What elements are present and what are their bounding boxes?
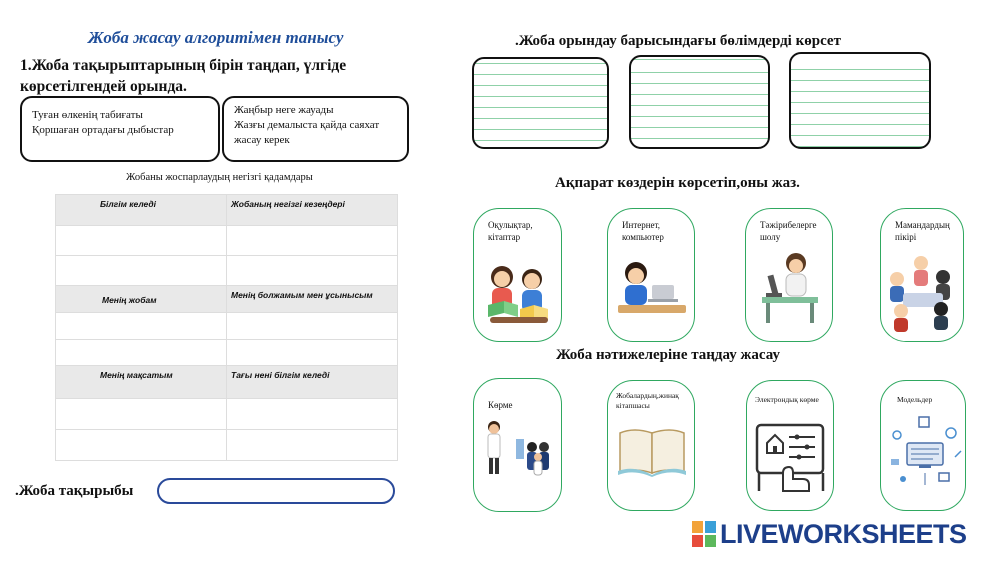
card-label: Оқулықтар, кітаптар (488, 220, 533, 242)
answer-cell[interactable] (56, 256, 227, 286)
topic-item: Туған өлкенің табиғаты (32, 109, 143, 121)
model-dashboard-icon (885, 411, 965, 491)
table-title: Жобаны жоспарлаудың негізгі қадамдары (126, 172, 313, 183)
result-card-models[interactable] (880, 380, 966, 511)
card-label: Көрме (488, 400, 513, 410)
sections-lined-box-2[interactable] (629, 55, 770, 149)
table-header-cell: Менің болжамым мен ұсынысым (227, 286, 398, 313)
sources-title: Ақпарат көздерін көрсетіп,оны жаз. (555, 175, 800, 191)
answer-cell[interactable] (56, 313, 227, 340)
answer-cell[interactable] (227, 430, 398, 461)
answer-cell[interactable] (56, 340, 227, 366)
result-card-booklet[interactable] (607, 380, 695, 511)
planning-table (55, 194, 398, 461)
open-book-icon (616, 425, 688, 477)
answer-cell[interactable] (56, 399, 227, 430)
source-card-books[interactable] (473, 208, 562, 342)
results-title: Жоба нәтижелеріне таңдау жасау (556, 347, 780, 363)
result-card-exhibition[interactable] (473, 378, 562, 512)
answer-cell[interactable] (56, 226, 227, 256)
task-instruction: 1.Жоба тақырыптарының бірін таңдап, үлгіде көрсетілгендей орында. (20, 57, 347, 95)
topics-box-1 (20, 96, 220, 162)
topic-item: Жазғы демалыста қайда саяхат жасау керек (234, 119, 380, 146)
sections-lined-box-3[interactable] (789, 52, 931, 149)
card-label: Электрондық көрме (755, 395, 819, 404)
touch-screen-icon (753, 421, 829, 495)
topics-box-2 (222, 96, 409, 162)
brand-name: LIVEWORKSHEETS (720, 519, 967, 549)
liveworksheets-logo-icon (692, 521, 716, 547)
source-card-experiments[interactable] (745, 208, 833, 342)
kids-reading-icon (482, 257, 556, 327)
topic-item: Қоршаған ортадағы дыбыстар (32, 124, 174, 136)
experts-meeting-icon (883, 249, 963, 333)
card-label: Мамандардың пікірі (895, 220, 950, 242)
source-card-internet[interactable] (607, 208, 695, 342)
table-header-cell: Менің жобам (56, 286, 227, 313)
topic-item: Жаңбыр неге жауады (234, 104, 334, 116)
answer-cell[interactable] (227, 256, 398, 286)
source-card-experts[interactable] (880, 208, 964, 342)
table-header-cell: Менің мақсатым (56, 366, 227, 399)
answer-cell[interactable] (227, 340, 398, 366)
page-title: Жоба жасау алгоритімен танысу (88, 28, 344, 47)
result-card-e-exhibition[interactable] (746, 380, 834, 511)
project-topic-label: .Жоба тақырыбы (15, 483, 134, 499)
microscope-icon (756, 249, 826, 327)
card-label: Тәжірибелерге шолу (760, 220, 817, 242)
answer-cell[interactable] (227, 313, 398, 340)
answer-cell[interactable] (227, 226, 398, 256)
card-label: Жобалардың,жинақ кітапшасы (616, 391, 679, 410)
sections-lined-box-1[interactable] (472, 57, 609, 149)
card-label: Модельдер (897, 395, 933, 404)
project-topic-input[interactable] (157, 478, 395, 504)
sections-title: .Жоба орындау барысындағы бөлімдерді көрсет (515, 33, 841, 49)
boy-laptop-icon (614, 257, 690, 319)
exhibition-icon (480, 417, 558, 481)
table-header-cell: Тағы нені білгім келеді (227, 366, 398, 399)
table-header-cell: Білгім келеді (56, 195, 227, 226)
answer-cell[interactable] (56, 430, 227, 461)
table-header-cell: Жобаның негізгі кезеңдері (227, 195, 398, 226)
answer-cell[interactable] (227, 399, 398, 430)
card-label: Интернет, компьютер (622, 220, 664, 242)
